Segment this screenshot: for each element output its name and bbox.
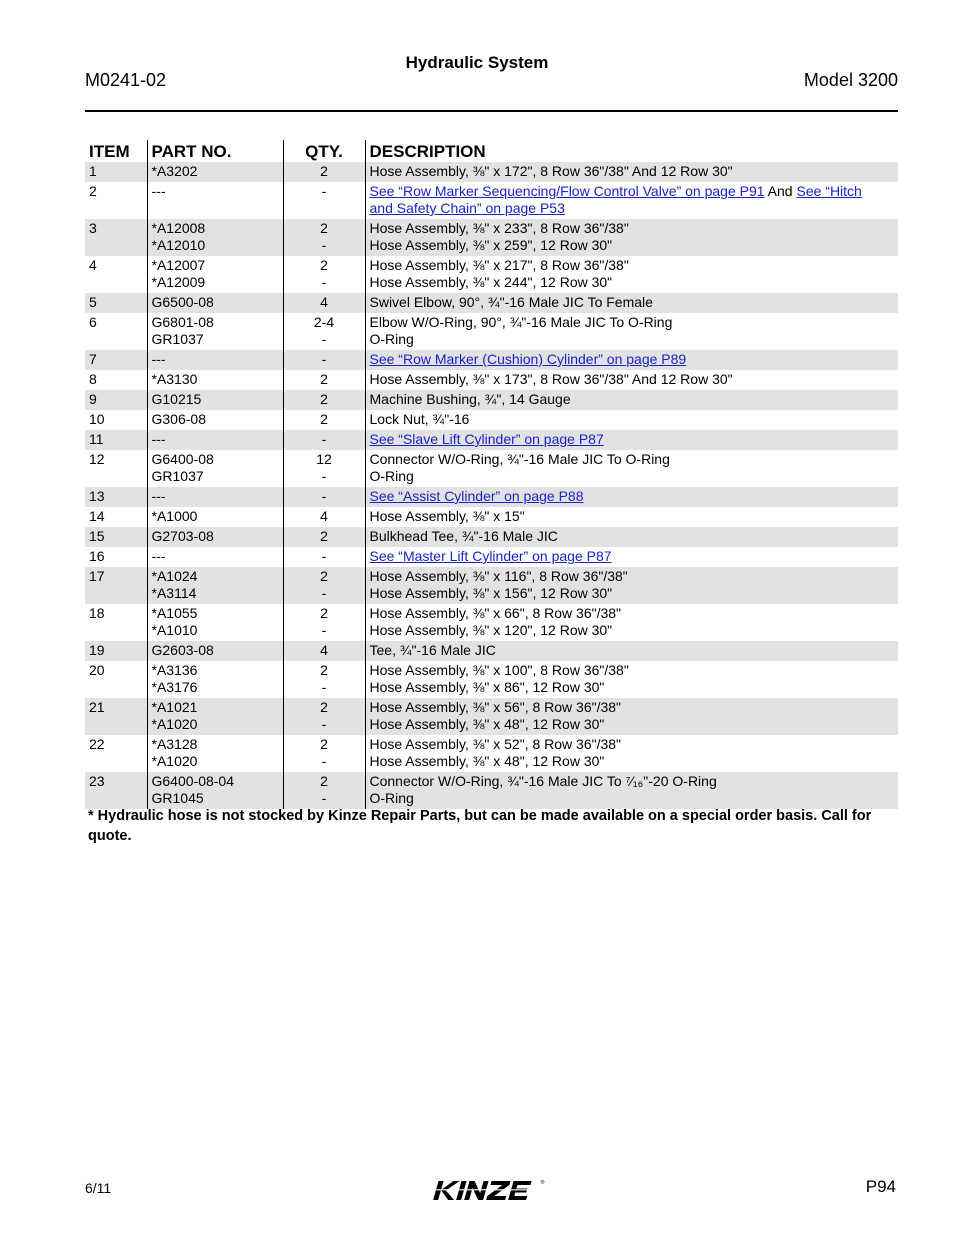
kinze-logo-mark xyxy=(430,1176,550,1206)
table-row xyxy=(85,641,898,661)
description-cell xyxy=(365,641,898,661)
quantity: 12 xyxy=(316,451,332,467)
quantity: 2 xyxy=(320,773,328,789)
part-number-cell xyxy=(147,547,283,567)
item-number: 16 xyxy=(89,548,105,564)
header-rule xyxy=(85,110,898,112)
item-number: 12 xyxy=(89,451,105,467)
item-number: 7 xyxy=(85,350,147,370)
table-row xyxy=(85,162,898,182)
table-row xyxy=(85,567,898,604)
part-number: --- xyxy=(151,351,166,367)
part-number-cell xyxy=(147,350,283,370)
description-text: Bulkhead Tee, ¾"-16 Male JIC xyxy=(369,528,558,544)
part-number-cell xyxy=(147,430,283,450)
part-number-cell xyxy=(147,487,283,507)
description-text: Hose Assembly, ⅜" x 172", 8 Row 36"/38" And 12 Row 30" xyxy=(369,163,733,179)
quantity: 4 xyxy=(320,508,328,524)
description-line xyxy=(370,331,895,348)
description-text: Hose Assembly, ⅜" x 156", 12 Row 30" xyxy=(369,585,613,601)
description-text: Hose Assembly, ⅜" x 52", 8 Row 36"/38" xyxy=(369,736,622,752)
description-line xyxy=(370,568,895,585)
quantity-cell xyxy=(283,641,365,661)
part-number: *A3202 xyxy=(151,163,198,179)
cross-reference-link[interactable]: See “Master Lift Cylinder” on page P87 xyxy=(369,548,612,564)
table-row xyxy=(85,735,898,772)
description-cell xyxy=(365,256,898,293)
quantity: - xyxy=(321,274,327,290)
description-line xyxy=(370,294,895,311)
description-text: And xyxy=(764,183,797,199)
part-number: G6500-08 xyxy=(151,294,214,310)
description-line xyxy=(370,773,895,790)
quantity: 2 xyxy=(320,528,328,544)
description-text: Hose Assembly, ⅜" x 48", 12 Row 30" xyxy=(369,716,605,732)
footnote: * Hydraulic hose is not stocked by Kinze Repair Parts, but can be made available on a special order basis. Call for quote. xyxy=(88,808,872,844)
description-line xyxy=(370,351,895,368)
quantity: 2-4 xyxy=(313,314,335,330)
description-text: Hose Assembly, ⅜" x 244", 12 Row 30" xyxy=(369,274,613,290)
description-cell xyxy=(365,661,898,698)
part-number: *A12009 xyxy=(151,274,206,290)
description-cell xyxy=(365,182,898,219)
item-number: 2 xyxy=(89,183,97,199)
quantity: 2 xyxy=(320,371,328,387)
part-number: *A1010 xyxy=(151,622,198,638)
document-id: M0241-02 xyxy=(85,70,167,90)
description-line xyxy=(370,488,895,505)
description-line xyxy=(370,431,895,448)
item-number: 19 xyxy=(85,641,147,661)
part-number-cell xyxy=(147,698,283,735)
part-number-cell xyxy=(147,641,283,661)
description-cell xyxy=(365,350,898,370)
description-line xyxy=(370,679,895,696)
quantity: - xyxy=(321,488,327,504)
item-number: 14 xyxy=(89,508,105,524)
description-line xyxy=(370,605,895,622)
description-cell xyxy=(365,450,898,487)
quantity: - xyxy=(321,183,327,199)
description-cell xyxy=(365,735,898,772)
part-number: *A1024 xyxy=(151,568,198,584)
description-line xyxy=(370,411,895,428)
description-line xyxy=(370,662,895,679)
footer-date: 6/11 xyxy=(85,1180,112,1196)
item-number: 17 xyxy=(85,567,147,604)
part-number-cell xyxy=(147,293,283,313)
quantity-cell xyxy=(283,350,365,370)
part-number: *A3130 xyxy=(151,371,198,387)
item-number: 8 xyxy=(89,371,97,387)
description-line xyxy=(370,371,895,388)
quantity-cell xyxy=(283,661,365,698)
item-number: 13 xyxy=(85,487,147,507)
description-cell xyxy=(365,527,898,547)
part-number: G6400-08-04 xyxy=(151,773,235,789)
description-line xyxy=(370,790,895,807)
cross-reference-link[interactable]: See “Row Marker (Cushion) Cylinder” on page P89 xyxy=(369,351,687,367)
part-number: G2603-08 xyxy=(151,642,214,658)
description-text: O-Ring xyxy=(369,468,414,484)
quantity: - xyxy=(321,331,327,347)
description-line xyxy=(370,699,895,716)
quantity: 2 xyxy=(320,568,328,584)
table-row xyxy=(85,487,898,507)
item-number: 15 xyxy=(85,527,147,547)
description-cell xyxy=(365,219,898,256)
quantity-cell xyxy=(283,507,365,527)
quantity-cell xyxy=(283,527,365,547)
quantity: - xyxy=(321,679,327,695)
description-text: Hose Assembly, ⅜" x 86", 12 Row 30" xyxy=(369,679,605,695)
item-number: 5 xyxy=(85,293,147,313)
part-number: --- xyxy=(151,183,166,199)
description-line xyxy=(370,753,895,770)
quantity-cell xyxy=(283,390,365,410)
quantity: - xyxy=(321,548,327,564)
description-line xyxy=(370,451,895,468)
item-number: 18 xyxy=(89,605,105,621)
description-text: Hose Assembly, ⅜" x 120", 12 Row 30" xyxy=(369,622,613,638)
description-text: Tee, ¾"-16 Male JIC xyxy=(369,642,496,658)
part-number-cell xyxy=(147,604,283,641)
model-name: Model 3200 xyxy=(803,70,898,90)
description-text: Machine Bushing, ¾", 14 Gauge xyxy=(369,391,571,407)
item-number: 9 xyxy=(85,390,147,410)
part-number-cell xyxy=(147,162,283,182)
table-header-row xyxy=(85,140,898,162)
item-number: 10 xyxy=(89,411,105,427)
description-cell xyxy=(365,772,898,809)
part-number-cell xyxy=(147,370,283,390)
quantity: - xyxy=(321,237,327,253)
table-row xyxy=(85,661,898,698)
description-line xyxy=(370,257,895,274)
quantity-cell xyxy=(283,547,365,567)
description-text: Hose Assembly, ⅜" x 233", 8 Row 36"/38" xyxy=(369,220,629,236)
table-row xyxy=(85,293,898,313)
table-row xyxy=(85,350,898,370)
quantity-cell xyxy=(283,256,365,293)
part-number: *A12010 xyxy=(151,237,206,253)
description-line xyxy=(370,622,895,639)
quantity: 2 xyxy=(320,699,328,715)
description-cell xyxy=(365,162,898,182)
part-number: G6400-08 xyxy=(151,451,214,467)
table-row xyxy=(85,390,898,410)
part-number: G6801-08 xyxy=(151,314,214,330)
part-number-cell xyxy=(147,567,283,604)
part-number: --- xyxy=(151,488,166,504)
description-cell xyxy=(365,370,898,390)
description-text: Connector W/O-Ring, ¾"-16 Male JIC To O-Ring xyxy=(369,451,670,467)
item-number: 1 xyxy=(85,162,147,182)
description-line xyxy=(370,314,895,331)
part-number: *A1055 xyxy=(151,605,198,621)
quantity: 2 xyxy=(320,220,328,236)
part-number: GR1037 xyxy=(151,331,204,347)
description-text: Connector W/O-Ring, ¾"-16 Male JIC To ⁷⁄₁₆"-20 O-Ring xyxy=(369,773,717,789)
description-line xyxy=(370,468,895,485)
column-header-qty: QTY. xyxy=(283,140,365,162)
part-number: *A1020 xyxy=(151,716,198,732)
table-row xyxy=(85,219,898,256)
description-text: Hose Assembly, ⅜" x 259", 12 Row 30" xyxy=(369,237,613,253)
kinze-logo xyxy=(430,1176,550,1211)
quantity: - xyxy=(321,622,327,638)
description-line xyxy=(370,716,895,733)
quantity-cell xyxy=(283,735,365,772)
quantity: - xyxy=(321,468,327,484)
quantity-cell xyxy=(283,772,365,809)
quantity: 4 xyxy=(320,294,328,310)
table-row xyxy=(85,410,898,430)
description-text: Swivel Elbow, 90°, ¾"-16 Male JIC To Female xyxy=(369,294,653,310)
description-cell xyxy=(365,390,898,410)
cross-reference-link[interactable]: and Safety Chain” on page P53 xyxy=(369,200,565,216)
part-number: --- xyxy=(151,548,166,564)
part-number: G306-08 xyxy=(151,411,206,427)
part-number: G10215 xyxy=(151,391,202,407)
item-number: 4 xyxy=(89,257,97,273)
cross-reference-link[interactable]: See “Slave Lift Cylinder” on page P87 xyxy=(369,431,604,447)
item-number: 21 xyxy=(85,698,147,735)
quantity: - xyxy=(321,716,327,732)
quantity-cell xyxy=(283,430,365,450)
description-line xyxy=(370,237,895,254)
cross-reference-link[interactable]: See “Assist Cylinder” on page P88 xyxy=(369,488,584,504)
part-number: GR1045 xyxy=(151,790,204,806)
quantity: - xyxy=(321,753,327,769)
description-text: Hose Assembly, ⅜" x 173", 8 Row 36"/38" And 12 Row 30" xyxy=(369,371,733,387)
description-text: O-Ring xyxy=(369,790,414,806)
description-line xyxy=(370,642,895,659)
description-line xyxy=(370,220,895,237)
quantity-cell xyxy=(283,293,365,313)
description-text: Hose Assembly, ⅜" x 56", 8 Row 36"/38" xyxy=(369,699,622,715)
description-cell xyxy=(365,410,898,430)
description-line xyxy=(370,163,895,180)
part-number: GR1037 xyxy=(151,468,204,484)
part-number: *A1020 xyxy=(151,753,198,769)
part-number: --- xyxy=(151,431,166,447)
part-number-cell xyxy=(147,219,283,256)
quantity-cell xyxy=(283,604,365,641)
parts-table-body xyxy=(85,162,898,809)
column-header-item: ITEM xyxy=(89,142,130,161)
description-line xyxy=(370,528,895,545)
description-text: Elbow W/O-Ring, 90°, ¾"-16 Male JIC To O-Ring xyxy=(369,314,673,330)
description-text: Hose Assembly, ⅜" x 100", 8 Row 36"/38" xyxy=(369,662,629,678)
quantity-cell xyxy=(283,370,365,390)
part-number: *A3136 xyxy=(151,662,198,678)
cross-reference-link[interactable]: See “Hitch xyxy=(796,183,862,199)
parts-table xyxy=(85,140,898,809)
part-number: *A1000 xyxy=(151,508,198,524)
part-number: *A12008 xyxy=(151,220,206,236)
description-text: Hose Assembly, ⅜" x 116", 8 Row 36"/38" xyxy=(369,568,628,584)
quantity-cell xyxy=(283,698,365,735)
table-row xyxy=(85,547,898,567)
table-row xyxy=(85,698,898,735)
part-number-cell xyxy=(147,313,283,350)
description-cell xyxy=(365,604,898,641)
quantity-cell xyxy=(283,410,365,430)
quantity: - xyxy=(321,431,327,447)
quantity: - xyxy=(321,351,327,367)
description-line xyxy=(370,508,895,525)
part-number: G2703-08 xyxy=(151,528,214,544)
part-number: *A3128 xyxy=(151,736,198,752)
table-row xyxy=(85,182,898,219)
part-number-cell xyxy=(147,256,283,293)
quantity: 2 xyxy=(320,736,328,752)
description-line xyxy=(370,200,895,217)
part-number: *A3176 xyxy=(151,679,198,695)
part-number: *A3114 xyxy=(151,585,197,601)
description-line xyxy=(370,585,895,602)
table-row xyxy=(85,507,898,527)
table-row xyxy=(85,430,898,450)
quantity-cell xyxy=(283,219,365,256)
part-number: *A1021 xyxy=(151,699,198,715)
description-cell xyxy=(365,567,898,604)
page-number: P94 xyxy=(865,1177,896,1196)
description-line xyxy=(370,274,895,291)
item-number: 22 xyxy=(89,736,105,752)
description-text: Lock Nut, ¾"-16 xyxy=(369,411,470,427)
item-number: 6 xyxy=(89,314,97,330)
item-number: 11 xyxy=(85,430,147,450)
description-line xyxy=(370,391,895,408)
table-row xyxy=(85,256,898,293)
quantity: 4 xyxy=(320,642,328,658)
quantity: 2 xyxy=(320,605,328,621)
quantity-cell xyxy=(283,487,365,507)
description-text: Hose Assembly, ⅜" x 66", 8 Row 36"/38" xyxy=(369,605,622,621)
part-number-cell xyxy=(147,410,283,430)
item-number: 20 xyxy=(89,662,105,678)
description-text: Hose Assembly, ⅜" x 15" xyxy=(369,508,525,524)
item-number: 23 xyxy=(85,772,147,809)
table-row xyxy=(85,527,898,547)
quantity-cell xyxy=(283,313,365,350)
svg-text:®: ® xyxy=(540,1180,545,1186)
description-line xyxy=(370,548,895,565)
description-cell xyxy=(365,293,898,313)
cross-reference-link[interactable]: See “Row Marker Sequencing/Flow Control Valve” on page P91 xyxy=(369,183,765,199)
quantity-cell xyxy=(283,182,365,219)
part-number: *A12007 xyxy=(151,257,206,273)
quantity: 2 xyxy=(320,163,328,179)
description-text: Hose Assembly, ⅜" x 48", 12 Row 30" xyxy=(369,753,605,769)
description-cell xyxy=(365,507,898,527)
quantity: 2 xyxy=(320,391,328,407)
quantity-cell xyxy=(283,567,365,604)
part-number-cell xyxy=(147,772,283,809)
part-number-cell xyxy=(147,735,283,772)
table-row xyxy=(85,604,898,641)
description-cell xyxy=(365,487,898,507)
part-number-cell xyxy=(147,450,283,487)
quantity: 2 xyxy=(320,662,328,678)
part-number-cell xyxy=(147,661,283,698)
quantity: - xyxy=(321,790,327,806)
part-number-cell xyxy=(147,390,283,410)
description-cell xyxy=(365,698,898,735)
part-number-cell xyxy=(147,527,283,547)
part-number-cell xyxy=(147,507,283,527)
column-header-part-no: PART NO. xyxy=(147,140,283,162)
table-row xyxy=(85,772,898,809)
description-cell xyxy=(365,313,898,350)
description-line xyxy=(370,183,895,200)
table-row xyxy=(85,370,898,390)
description-text: Hose Assembly, ⅜" x 217", 8 Row 36"/38" xyxy=(369,257,629,273)
section-title: Hydraulic System xyxy=(405,53,549,72)
quantity: - xyxy=(321,585,327,601)
table-row xyxy=(85,450,898,487)
quantity-cell xyxy=(283,162,365,182)
description-cell xyxy=(365,430,898,450)
description-line xyxy=(370,736,895,753)
description-text: O-Ring xyxy=(369,331,414,347)
quantity-cell xyxy=(283,450,365,487)
table-row xyxy=(85,313,898,350)
part-number-cell xyxy=(147,182,283,219)
item-number: 3 xyxy=(85,219,147,256)
description-cell xyxy=(365,547,898,567)
quantity: 2 xyxy=(320,411,328,427)
column-header-description: DESCRIPTION xyxy=(365,140,898,162)
quantity: 2 xyxy=(320,257,328,273)
